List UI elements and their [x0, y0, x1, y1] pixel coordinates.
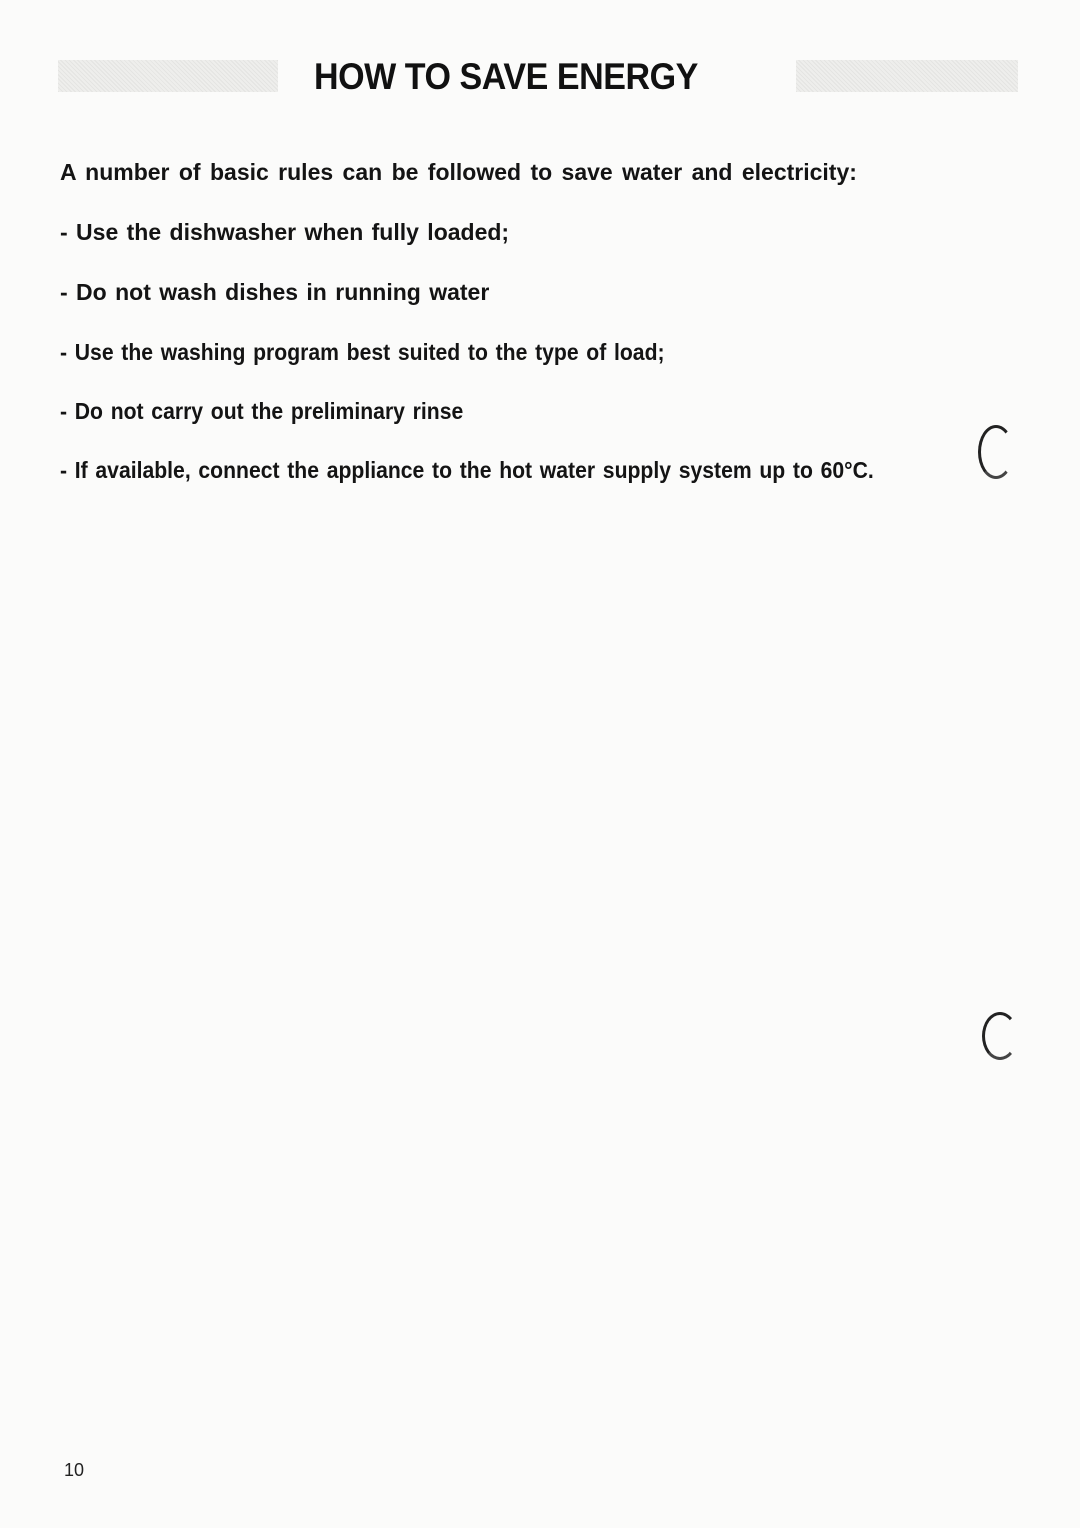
rule-item: - If available, connect the appliance to the hot water supply system up to 60°C. — [60, 457, 874, 483]
binder-hole-mark-icon — [978, 425, 1014, 479]
rule-item: - Use the dishwasher when fully loaded; — [60, 219, 510, 245]
page-number: 10 — [64, 1460, 85, 1480]
title-bar — [58, 56, 1018, 96]
binder-hole-mark-icon — [982, 1012, 1018, 1060]
intro-text: A number of basic rules can be followed to save water and electricity: — [60, 159, 857, 185]
rule-item: - Use the washing program best suited to the type of load; — [60, 339, 665, 365]
rule-item: - Do not carry out the preliminary rinse — [60, 398, 464, 424]
title-decoration-right — [796, 60, 1018, 92]
page-title: HOW TO SAVE ENERGY — [314, 56, 698, 97]
rule-item: - Do not wash dishes in running water — [60, 279, 490, 305]
title-decoration-left — [58, 60, 278, 92]
